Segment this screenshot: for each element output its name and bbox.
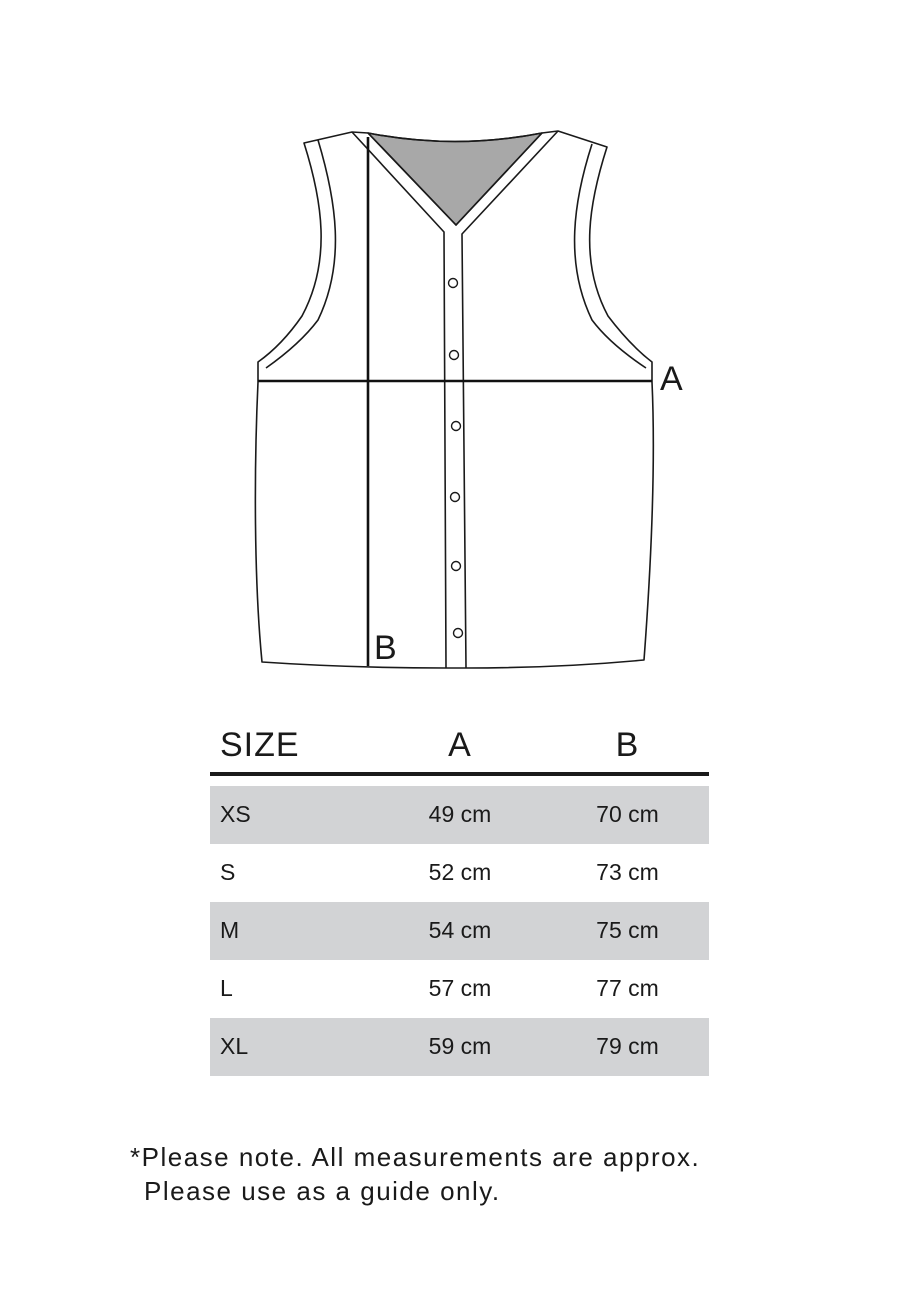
measure-label-b: B — [374, 629, 397, 667]
cell-size: L — [220, 975, 233, 1001]
note-line-1: *Please note. All measurements are approx. — [130, 1142, 701, 1172]
buttons — [449, 279, 463, 638]
size-table — [210, 722, 709, 1076]
button — [449, 279, 458, 288]
header-b: B — [615, 726, 640, 764]
left-armhole-trim — [266, 140, 335, 368]
table-row — [210, 844, 709, 902]
cell-size: M — [220, 917, 240, 943]
button — [452, 422, 461, 431]
cell-size: XL — [220, 1033, 249, 1059]
measurement-note — [130, 1140, 700, 1208]
cell-a: 59 cm — [428, 1033, 492, 1059]
button — [452, 562, 461, 571]
header-size: SIZE — [220, 726, 300, 764]
table-row — [210, 1018, 709, 1076]
table-header — [210, 722, 709, 776]
header-a: A — [448, 726, 472, 764]
cell-a: 52 cm — [428, 859, 492, 885]
cell-a: 54 cm — [428, 917, 492, 943]
button — [454, 629, 463, 638]
cell-size: S — [220, 859, 236, 885]
button — [450, 351, 459, 360]
left-neck-band — [352, 132, 446, 668]
cell-size: XS — [220, 801, 251, 827]
measure-label-a: A — [660, 360, 683, 398]
right-neck-band — [462, 131, 558, 668]
right-armhole-trim — [575, 144, 646, 368]
cell-b: 79 cm — [596, 1033, 659, 1059]
neck-lining — [368, 133, 542, 225]
note-line-2: Please use as a guide only. — [144, 1176, 501, 1206]
table-row — [210, 786, 709, 844]
cell-a: 49 cm — [428, 801, 492, 827]
cell-b: 75 cm — [596, 917, 659, 943]
table-body — [210, 786, 709, 1076]
button — [451, 493, 460, 502]
cell-b: 73 cm — [596, 859, 659, 885]
cell-b: 77 cm — [596, 975, 659, 1001]
table-row — [210, 902, 709, 960]
cell-b: 70 cm — [596, 801, 659, 827]
cell-a: 57 cm — [428, 975, 492, 1001]
table-row — [210, 960, 709, 1018]
